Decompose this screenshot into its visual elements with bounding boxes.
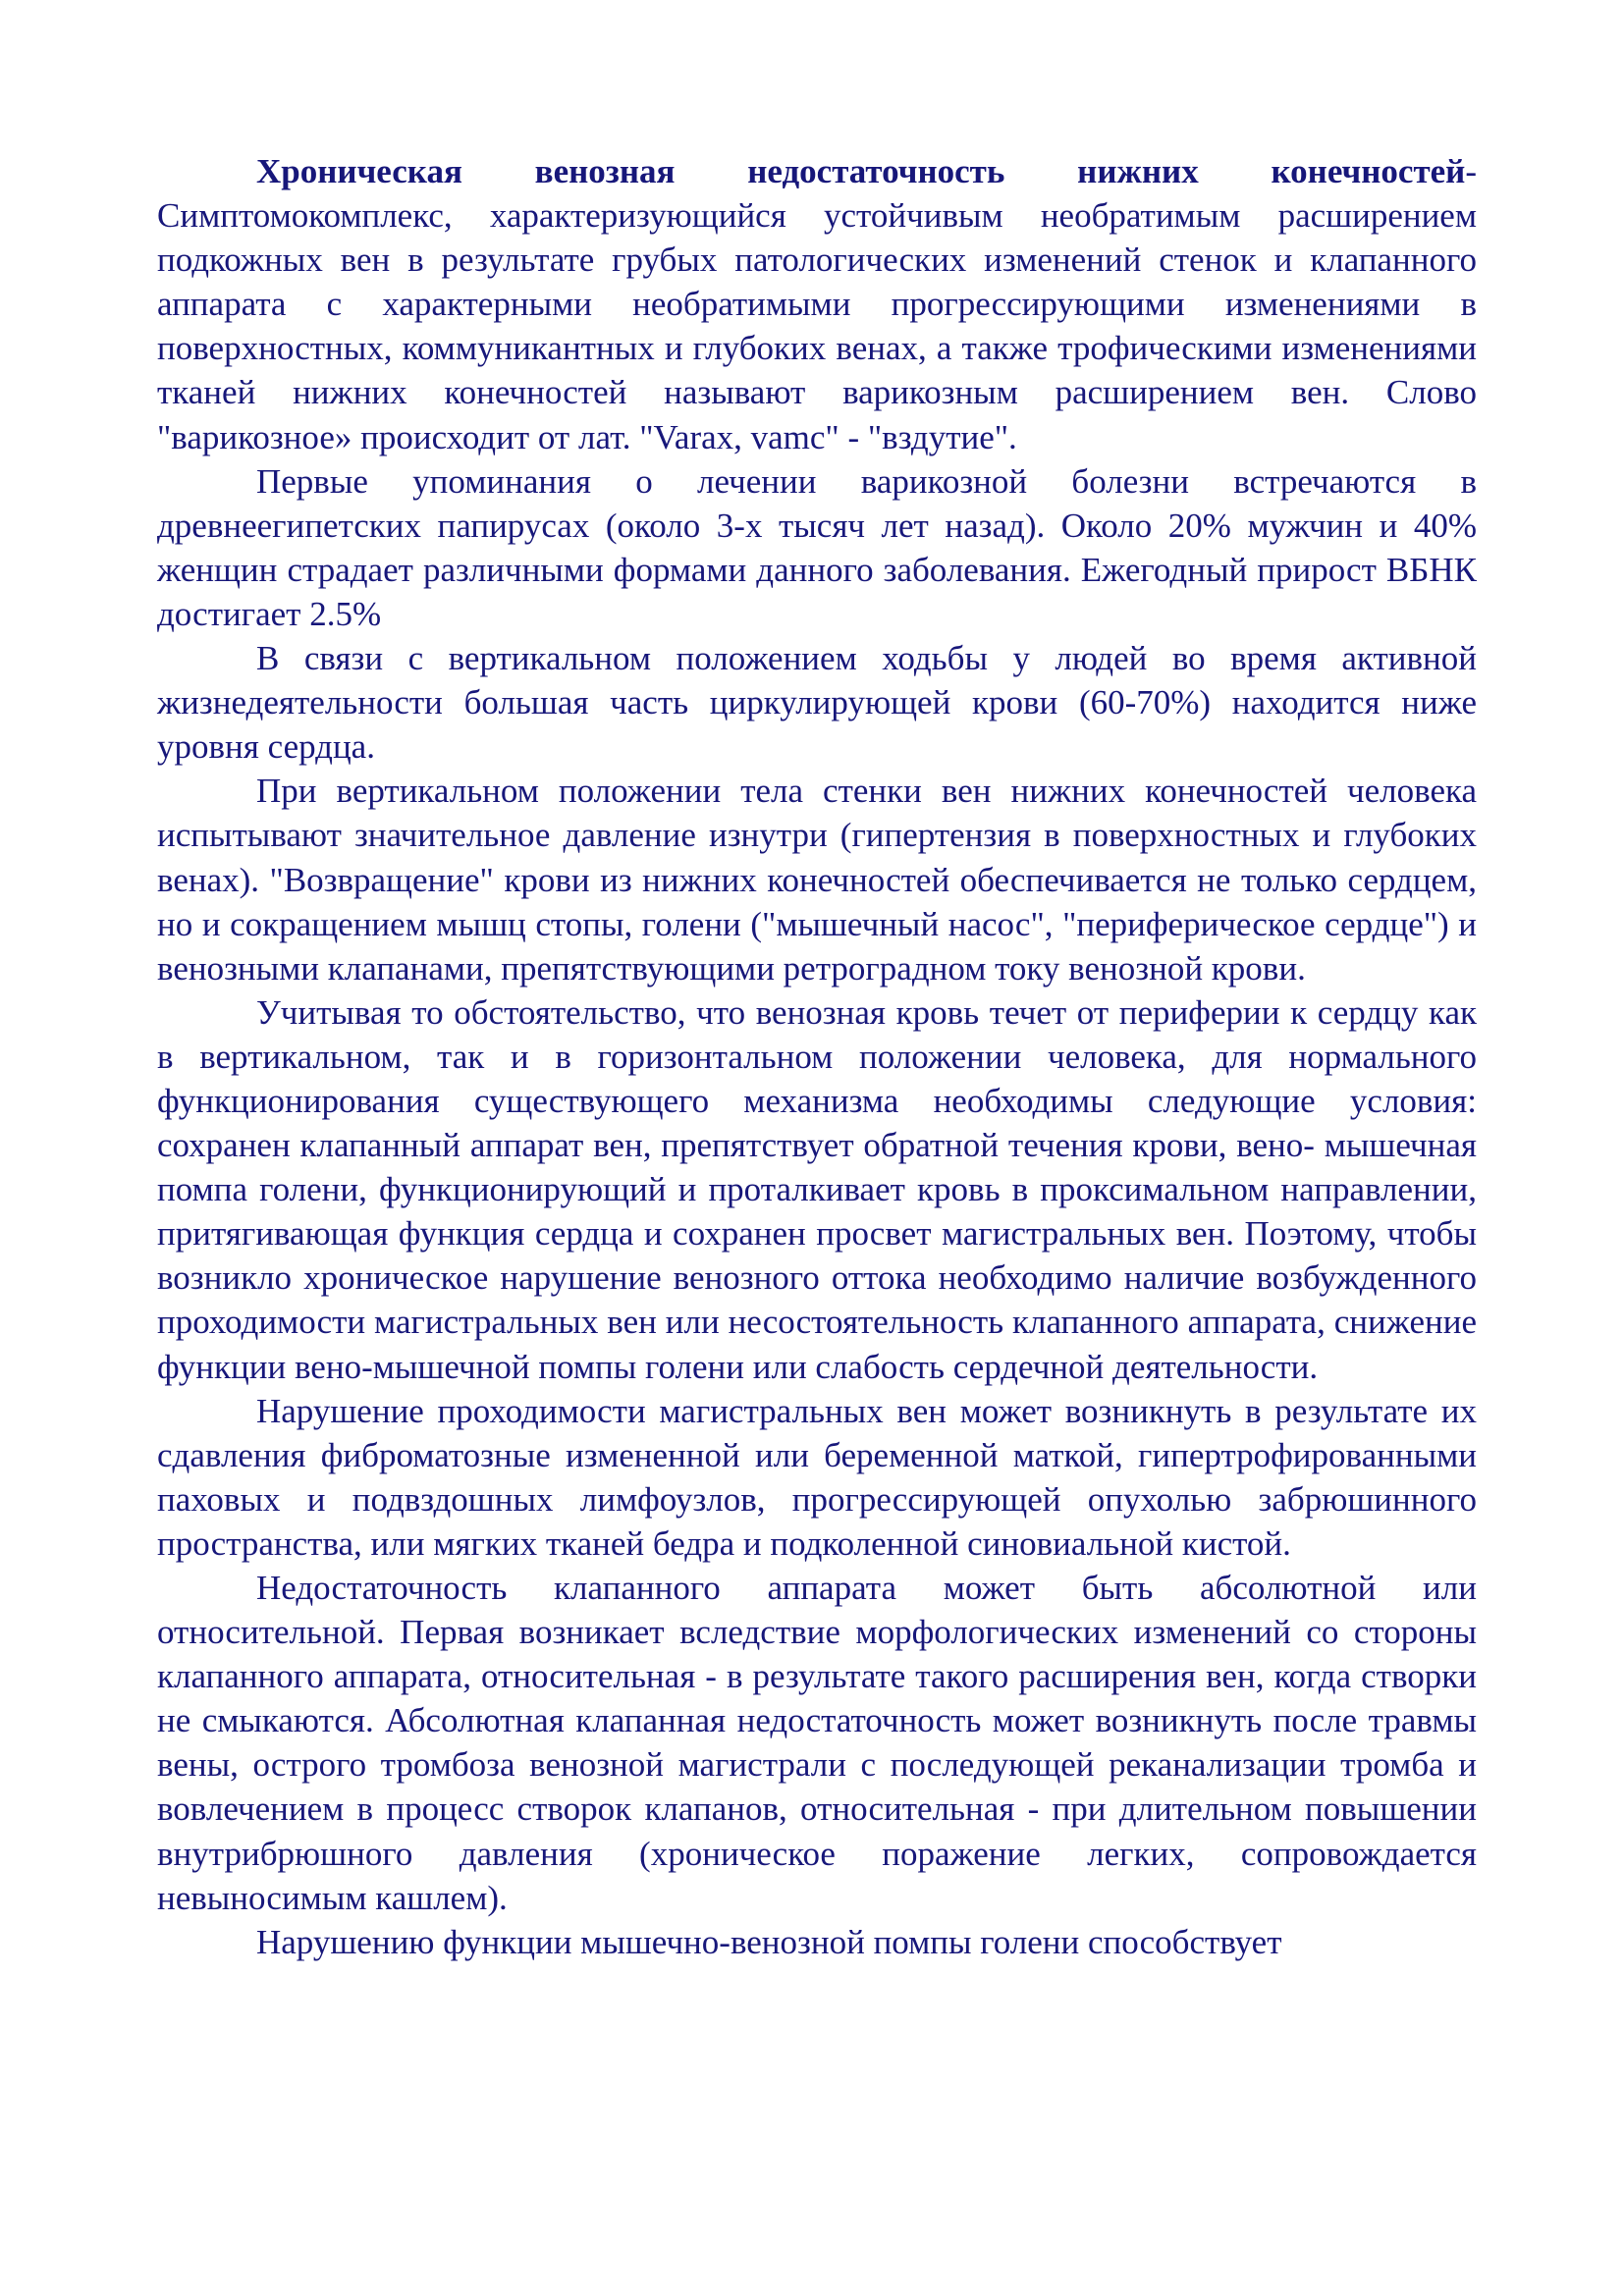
intro-term: Хроническая венозная недостаточность нижних конечностей [256,152,1466,190]
paragraph-muscle-pump: Нарушению функции мышечно-венозной помпы голени способствует [256,1922,1282,1961]
document-page [157,149,1477,1964]
paragraph-patency: Нарушение проходимости магистральных вен может возникнуть в результате их сдавления фиброматозные измененной или беременной маткой, гипертрофированными паховых и подвздошных лимфоузлов, прогрессирующей опухолью забрюшинного пространства, или мягких тканей бедра и подколенной синовиальной кистой. [157,1391,1477,1563]
paragraph-pressure: При вертикальном положении тела стенки вен нижних конечностей человека испытывают значительное давление изнутри (гипертензия в поверхностных и глубоких венах). "Возвращение" крови из нижних конечностей обеспечивается не только сердцем, но и сокращением мышц стопы, голени ("мышечный насос", "периферическое сердце") и венозными клапанами, препятствующими ретроградном току венозной крови. [157,772,1477,988]
paragraph-vertical-position: В связи с вертикальном положением ходьбы у людей во время активной жизнедеятельности большая часть циркулирующей крови (60-70%) находится ниже уровня сердца. [157,639,1477,767]
intro-text: - Симптомокомплекс, характеризующийся устойчивым необратимым расширением подкожных вен в результате грубых патологических изменений стенок и клапанного аппарата с характерными необратимыми прогрессирующими изменениями в поверхностных, коммуникантных и глубоких венах, а также трофическими изменениями тканей нижних конечностей называют варикозным расширением вен. Слово "варикозное» происходит от лат. "Varax, vamc" - "вздутие". [157,152,1477,456]
paragraph-conditions: Учитывая то обстоятельство, что венозная кровь течет от периферии к сердцу как в вертикальном, так и в горизонтальном положении человека, для нормального функционирования существующего механизма необходимы следующие условия: сохранен клапанный аппарат вен, препятствует обратной течения крови, вено- мышечная помпа голени, функционирующий и проталкивает кровь в проксимальном направлении, притягивающая функция сердца и сохранен просвет магистральных вен. Поэтому, чтобы возникло хроническое нарушение венозного оттока необходимо наличие возбужденного проходимости магистральных вен или несостоятельность клапанного аппарата, снижение функции вено-мышечной помпы голени или слабость сердечной деятельности. [157,992,1477,1386]
paragraph-valve-insufficiency: Недостаточность клапанного аппарата может быть абсолютной или относительной. Первая возникает вследствие морфологических изменений со стороны клапанного аппарата, относительная - в результате такого расширения вен, когда створки не смыкаются. Абсолютная клапанная недостаточность может возникнуть после травмы вены, острого тромбоза венозной магистрали с последующей реканализации тромба и вовлечением в процесс створок клапанов, относительная - при длительном повышении внутрибрюшного давления (хроническое поражение легких, сопровождается невыносимым кашлем). [157,1569,1477,1917]
intro-paragraph [157,149,1477,459]
paragraph-history: Первые упоминания о лечении варикозной болезни встречаются в древнеегипетских папирусах (около 3-х тысяч лет назад). Около 20% мужчин и 40% женщин страдает различными формами данного заболевания. Ежегодный прирост ВБНК достигает 2.5% [157,461,1477,633]
